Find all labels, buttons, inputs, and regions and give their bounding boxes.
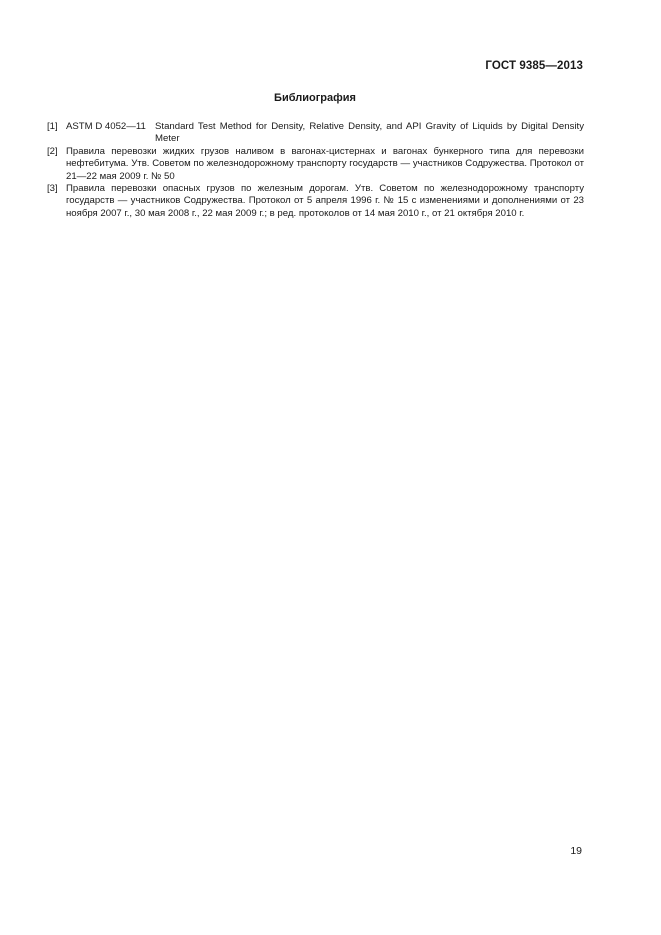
bibliography-entry (47, 183, 584, 220)
section-title: Библиография (274, 92, 356, 104)
entry-number: [3] (47, 183, 58, 195)
page-number: 19 (570, 845, 582, 857)
entry-number: [1] (47, 121, 58, 132)
document-code-header: ГОСТ 9385—2013 (485, 60, 583, 72)
bibliography-list (47, 121, 584, 220)
entry-text: Правила перевозки опасных грузов по железным дорогам. Утв. Советом по железнодорожному транспорту государств — участников Содружества. Протокол от 5 апреля 1996 г. № 15 с изменениями и дополнениями от 23 ноября 2007 г., 30 мая 2008 г., 22 мая 2009 г.; в ред. протоколов от 14 мая 2010 г., от 21 октября 2010 г. (66, 183, 584, 219)
standard-code: ASTM D 4052—11 (66, 121, 146, 132)
bibliography-entry (47, 146, 584, 183)
bibliography-entry (47, 121, 584, 146)
entry-body (66, 121, 584, 146)
entry-number: [2] (47, 145, 58, 157)
entry-text: Правила перевозки жидких грузов наливом в вагонах-цистернах и вагонах бункерного типа для перевозки нефтебитума. Утв. Советом по железнодорожному транспорту государств — участников Содружества. Протокол от 21—22 мая 2009 г. № 50 (66, 145, 584, 182)
standard-title: Standard Test Method for Density, Relative Density, and API Gravity of Liquids by Digital Density Meter (155, 121, 584, 145)
